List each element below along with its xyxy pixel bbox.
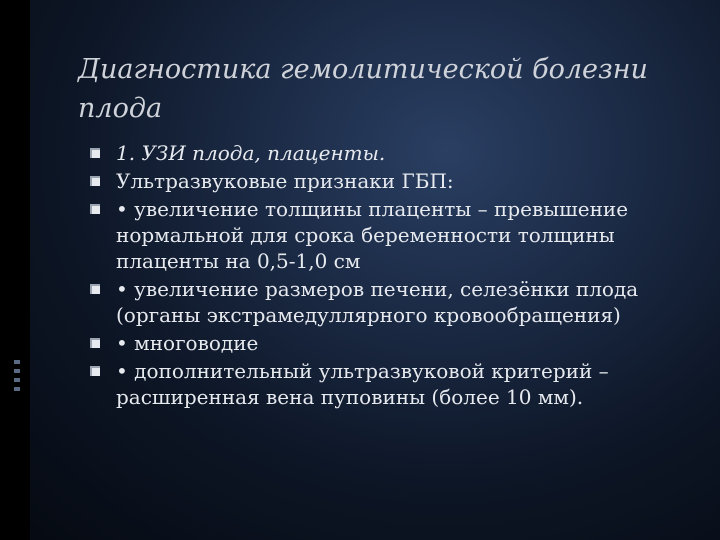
square-bullet-icon xyxy=(90,338,100,348)
list-item-text: • многоводие xyxy=(116,331,259,355)
decor-ticks xyxy=(14,360,20,400)
list-item xyxy=(88,276,688,328)
list-item-text: Ультразвуковые признаки ГБП: xyxy=(116,169,454,193)
slide-title: Диагностика гемолитической болезни плода xyxy=(78,54,648,124)
list-item-text: 1. УЗИ плода, плаценты. xyxy=(116,141,386,165)
list-item xyxy=(88,168,688,194)
square-bullet-icon xyxy=(90,366,100,376)
bullet-list xyxy=(88,140,688,412)
decor-block xyxy=(18,47,30,69)
list-item xyxy=(88,140,688,166)
list-item xyxy=(88,330,688,356)
list-item-text: • дополнительный ультразвуковой критерий – расширенная вена пуповины (более 10 мм). xyxy=(116,359,609,409)
square-bullet-icon xyxy=(90,204,100,214)
square-bullet-icon xyxy=(90,176,100,186)
square-bullet-icon xyxy=(90,284,100,294)
list-item-text: • увеличение размеров печени, селезёнки плода (органы экстрамедуллярного кровообращения) xyxy=(116,277,639,327)
list-item-text: • увеличение толщины плаценты – превышение нормальной для срока беременности толщины плаценты на 0,5-1,0 см xyxy=(116,197,629,273)
list-item xyxy=(88,196,688,274)
decor-block xyxy=(22,70,30,92)
list-item xyxy=(88,358,688,410)
square-bullet-icon xyxy=(90,148,100,158)
